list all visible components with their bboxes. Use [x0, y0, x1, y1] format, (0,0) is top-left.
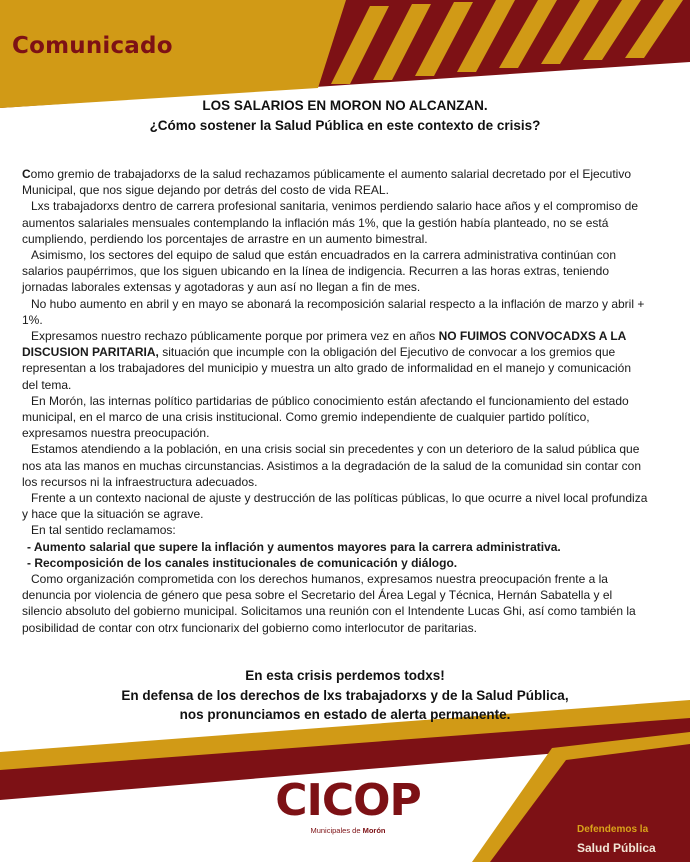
logo-wordmark: CICOP — [275, 775, 421, 826]
paragraph-9: En tal sentido reclamamos: — [31, 523, 176, 538]
logo-subtitle-prefix: Municipales de — [310, 826, 363, 835]
paragraph-7: Estamos atendiendo a la población, en una crisis social sin precedentes y con un deterioro de la salud pública que nos ata las manos en muchas circunstancias. Asistimos a la degradación de la salud de la comunidad sin contar con los recursos ni la infraestructura adecuados. — [22, 442, 642, 489]
paragraph-5-text-a: Expresamos nuestro rechazo públicamente porque por primera vez en años — [31, 329, 439, 344]
paragraph-2: Lxs trabajadorxs dentro de carrera profesional sanitaria, venimos perdiendo salario hace años y el compromiso de aumentos salariales mensuales contemplando la inflación más 1%, que la gestión había planteado, no se está cumpliendo, perdiendo los porcentajes de arrastre en un aumento bimestral. — [22, 199, 638, 246]
paragraph-1-text: omo gremio de trabajadorxs de la salud rechazamos públicamente el aumento salarial decretado por el Ejecutivo Municipal, que nos sigue dejando por detrás del costo de vida REAL. — [22, 167, 632, 198]
paragraph-5 — [22, 328, 650, 393]
statement-body — [22, 166, 650, 636]
title-block — [0, 96, 690, 136]
subtitle: ¿Cómo sostener la Salud Pública en este contexto de crisis? — [149, 118, 541, 133]
demand-2: - Recomposición de los canales institucionales de comunicación y diálogo. — [27, 555, 458, 570]
paragraph-10: Como organización comprometida con los derechos humanos, expresamos nuestra preocupación frente a la denuncia por violencia de género que pesa sobre el Secretario del Área Legal y Técnica, Hernán Sabatella y el silencio absoluto del gobierno municipal. Solicitamos una reunión con el Intendente Lucas Ghi, así como también la posibilidad de contar con otrx funcionarix del gobierno como interlocutor de paritarias. — [22, 572, 636, 635]
paragraph-4: No hubo aumento en abril y en mayo se abonará la recomposición salarial respecto a la inflación de marzo y abril + 1%. — [22, 296, 645, 327]
closing-line-3: nos pronunciamos en estado de alerta permanente. — [179, 707, 511, 722]
paragraph-5-emphasis: NO FUIMOS CONVOCADXS A LA DISCUSION PARITARIA, — [22, 329, 626, 360]
cicop-logo — [268, 775, 428, 835]
paragraph-8: Frente a un contexto nacional de ajuste y destrucción de las políticas públicas, lo que ocurre a nivel local profundiza y hace que la situación se agrave. — [22, 491, 648, 522]
header-label: Comunicado — [12, 33, 173, 59]
slogan-line-2: Salud Pública — [577, 841, 656, 855]
paragraph-6: En Morón, las internas político partidarias de público conocimiento están afectando el funcionamiento del estado municipal, en el marco de una crisis institucional. Como gremio independiente de cualquier partido político, expresamos nuestra preocupación. — [22, 393, 629, 441]
main-title: LOS SALARIOS EN MORON NO ALCANZAN. — [202, 98, 488, 113]
logo-subtitle — [268, 826, 428, 835]
slogan-line-1: Defendemos la — [577, 824, 649, 835]
closing-statement — [0, 666, 690, 725]
closing-line-2: En defensa de los derechos de lxs trabajadorxs y de la Salud Pública, — [121, 687, 569, 703]
paragraph-5-text-b: situación que incumple con la obligación del Ejecutivo de convocar a los gremios que representan a los trabajadores del municipio y muestra un alto grado de informalidad en el manejo y comunicación del tema. — [22, 345, 632, 392]
logo-subtitle-place: Morón — [362, 826, 386, 835]
slogan — [577, 821, 687, 857]
drop-capital: C — [22, 167, 31, 181]
closing-line-1: En esta crisis perdemos todxs! — [245, 668, 445, 683]
demand-1: - Aumento salarial que supere la inflación y aumentos mayores para la carrera administrativa. — [27, 539, 561, 554]
paragraph-3: Asimismo, los sectores del equipo de salud que están encuadrados en la carrera administrativa continúan con salarios paupérrimos, que los siguen ubicando en la línea de indigencia. Recurren a las horas extras, teniendo jornadas laborales extensas y agotadoras y aun así no llegan a fin de mes. — [22, 248, 616, 295]
paragraph-1 — [22, 166, 650, 198]
